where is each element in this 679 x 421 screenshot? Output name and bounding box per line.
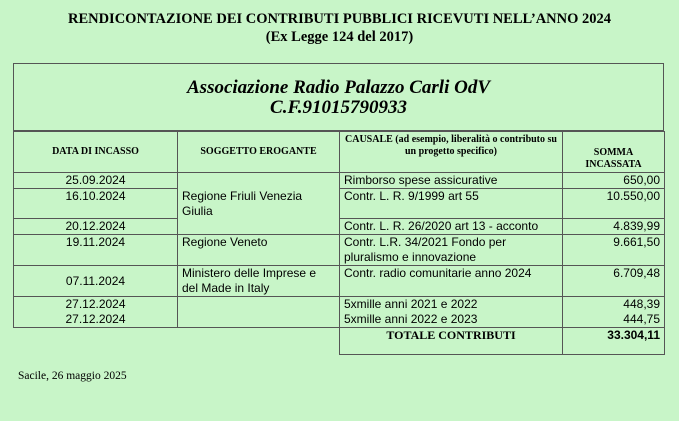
organization-box [13, 63, 664, 131]
table-row [14, 266, 665, 297]
row-reason: Contr. L. R. 9/1999 art 55 [340, 189, 563, 219]
row-amount: 6.709,48 [563, 266, 665, 297]
place-date: Sacile, 26 maggio 2025 [18, 370, 127, 382]
row-date: 19.11.2024 [14, 235, 178, 266]
row-reason: 5xmille anni 2022 e 2023 [340, 312, 563, 328]
table-row [14, 235, 665, 266]
row-amount: 9.661,50 [563, 235, 665, 266]
row-reason: 5xmille anni 2021 e 2022 [340, 297, 563, 313]
row-amount: 4.839,99 [563, 219, 665, 235]
row-payer: Regione Veneto [178, 235, 340, 266]
row-date: 27.12.2024 [14, 312, 178, 328]
table-row [14, 173, 665, 189]
row-date: 07.11.2024 [14, 266, 178, 297]
row-payer: Regione Friuli Venezia Giulia [178, 189, 340, 219]
row-payer [178, 173, 340, 189]
col-header-reason: CAUSALE (ad esempio, liberalità o contributo su un progetto specifico) [340, 132, 563, 173]
row-reason: Contr. L.R. 34/2021 Fondo per pluralismo e innovazione [340, 235, 563, 266]
col-header-payer: SOGGETTO EROGANTE [178, 132, 340, 173]
row-payer [178, 219, 340, 235]
col-header-amount: SOMMA INCASSATA [563, 132, 665, 173]
row-amount: 448,39 [563, 297, 665, 313]
document-subtitle: (Ex Legge 124 del 2017) [265, 29, 414, 45]
table-row [14, 297, 665, 313]
organization-name: Associazione Radio Palazzo Carli OdV [187, 77, 490, 98]
row-reason: Contr. L. R. 26/2020 art 13 - acconto [340, 219, 563, 235]
document-title: RENDICONTAZIONE DEI CONTRIBUTI PUBBLICI RICEVUTI NELL’ANNO 2024 [67, 11, 612, 27]
table-row [14, 312, 665, 328]
row-date: 16.10.2024 [14, 189, 178, 219]
table-row [14, 189, 665, 219]
row-reason: Contr. radio comunitarie anno 2024 [340, 266, 563, 297]
row-payer: Ministero delle Imprese e del Made in Italy [178, 266, 340, 297]
col-header-date: DATA DI INCASSO [14, 132, 178, 173]
row-reason: Rimborso spese assicurative [340, 173, 563, 189]
row-date: 25.09.2024 [14, 173, 178, 189]
table-header-row [14, 132, 665, 173]
table-row [14, 219, 665, 235]
row-date: 20.12.2024 [14, 219, 178, 235]
row-date: 27.12.2024 [14, 297, 178, 313]
organization-tax-code: C.F.91015790933 [270, 97, 407, 118]
row-amount: 10.550,00 [563, 189, 665, 219]
row-payer [178, 312, 340, 328]
total-label: TOTALE CONTRIBUTI [340, 328, 563, 355]
total-amount: 33.304,11 [563, 328, 665, 355]
row-payer [178, 297, 340, 313]
contributions-table [13, 131, 665, 355]
total-row [14, 328, 665, 355]
row-amount: 650,00 [563, 173, 665, 189]
row-amount: 444,75 [563, 312, 665, 328]
